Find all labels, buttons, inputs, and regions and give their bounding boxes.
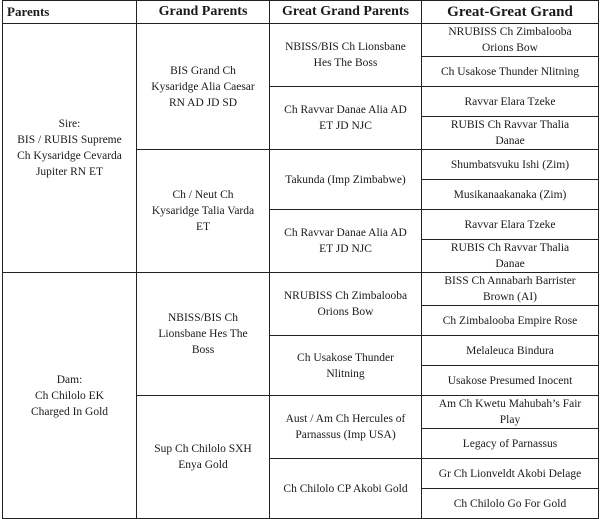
great-great-grand-cell bbox=[422, 459, 599, 489]
pedigree-table bbox=[2, 0, 599, 519]
entry-line: Ch Ravvar Danae Alia AD bbox=[284, 104, 407, 116]
entry-line: Dam: bbox=[56, 373, 83, 386]
entry-line: Nlitning bbox=[326, 367, 365, 380]
entry-line: BISS Ch Annabarh Barrister bbox=[444, 275, 576, 287]
entry-line: Aust / Am Ch Hercules of bbox=[285, 413, 406, 425]
great-grand-parent-cell bbox=[270, 87, 422, 150]
entry-line: Orions Bow bbox=[317, 306, 374, 318]
great-great-grand-cell bbox=[422, 240, 599, 273]
entry-line: Play bbox=[499, 414, 521, 426]
entry-line: RN AD JD SD bbox=[168, 96, 238, 109]
grand-parent-cell bbox=[137, 150, 270, 273]
entry-line: Ravvar Elara Tzeke bbox=[464, 95, 556, 108]
great-great-grand-cell bbox=[422, 489, 599, 519]
entry-line: Melaleuca Bindura bbox=[466, 344, 554, 357]
entry-line: Legacy of Parnassus bbox=[462, 437, 558, 450]
entry-line: NRUBISS Ch Zimbalooba bbox=[448, 26, 572, 38]
entry-line: Ch Ravvar Danae Alia AD bbox=[284, 227, 407, 239]
entry-line: ET bbox=[195, 221, 211, 233]
great-great-grand-cell bbox=[422, 24, 599, 57]
pedigree-row bbox=[3, 24, 599, 57]
entry-line: RUBIS Ch Ravvar Thalia bbox=[450, 242, 570, 254]
great-great-grand-cell bbox=[422, 336, 599, 366]
entry-line: Orions Bow bbox=[482, 42, 538, 54]
entry-line: Brown (AI) bbox=[483, 291, 537, 303]
header-grand-parents: Grand Parents bbox=[137, 1, 270, 24]
entry-line: Enya Gold bbox=[178, 459, 228, 471]
great-great-grand-cell bbox=[422, 210, 599, 240]
entry-line: Ch Chilolo EK bbox=[34, 389, 104, 402]
entry-line: Kysaridge Talia Varda bbox=[151, 205, 255, 217]
great-great-grand-cell bbox=[422, 273, 599, 306]
entry-line: Danae bbox=[495, 135, 525, 147]
entry-line: Sup Ch Chilolo SXH bbox=[154, 443, 252, 455]
great-grand-parent-cell bbox=[270, 336, 422, 396]
entry-line: Musikanaakanaka (Zim) bbox=[453, 188, 567, 201]
great-grand-parent-cell bbox=[270, 150, 422, 210]
entry-line: Ravvar Elara Tzeke bbox=[464, 218, 556, 231]
entry-line: Ch Chilolo CP Akobi Gold bbox=[283, 482, 408, 495]
entry-line: Gr Ch Lionveldt Akobi Delage bbox=[438, 467, 582, 480]
grand-parent-cell bbox=[137, 396, 270, 519]
entry-line: Jupiter RN ET bbox=[35, 166, 104, 178]
great-great-grand-cell bbox=[422, 429, 599, 459]
great-great-grand-cell bbox=[422, 396, 599, 429]
grand-parent-cell bbox=[137, 24, 270, 150]
header-great-great-grand: Great-Great Grand bbox=[422, 1, 599, 24]
header-row bbox=[3, 1, 599, 24]
entry-line: Parnassus (Imp USA) bbox=[295, 429, 396, 441]
entry-line: ET JD NJC bbox=[319, 120, 372, 132]
entry-line: Ch Usakose Thunder Nlitning bbox=[440, 65, 580, 78]
great-great-grand-cell bbox=[422, 87, 599, 117]
entry-line: Am Ch Kwetu Mahubah’s Fair bbox=[438, 398, 582, 410]
great-great-grand-cell bbox=[422, 150, 599, 180]
entry-line: ET JD NJC bbox=[319, 243, 372, 255]
entry-line: Ch / Neut Ch bbox=[172, 189, 234, 201]
entry-line: Boss bbox=[191, 344, 215, 356]
entry-line: Lionsbane Hes The bbox=[158, 328, 248, 340]
great-great-grand-cell bbox=[422, 180, 599, 210]
entry-line: NRUBISS Ch Zimbalooba bbox=[283, 290, 408, 302]
sire-cell bbox=[3, 24, 137, 273]
great-grand-parent-cell bbox=[270, 24, 422, 87]
entry-line: Usakose Presumed Inocent bbox=[447, 374, 573, 387]
entry-line: NBISS/BIS Ch Lionsbane bbox=[285, 41, 406, 53]
entry-line: Ch Chilolo Go For Gold bbox=[453, 497, 567, 510]
dam-cell bbox=[3, 273, 137, 519]
great-grand-parent-cell bbox=[270, 210, 422, 273]
entry-line: Kysaridge Alia Caesar bbox=[151, 80, 255, 93]
great-grand-parent-cell bbox=[270, 273, 422, 336]
entry-line: Sire: bbox=[58, 118, 81, 130]
entry-line: NBISS/BIS Ch bbox=[168, 312, 238, 324]
entry-line: Danae bbox=[495, 258, 525, 270]
entry-line: BIS / RUBIS Supreme bbox=[17, 134, 122, 146]
great-great-grand-cell bbox=[422, 306, 599, 336]
entry-line: Ch Zimbalooba Empire Rose bbox=[442, 314, 578, 327]
great-grand-parent-cell bbox=[270, 459, 422, 519]
entry-line: Hes The Boss bbox=[313, 57, 378, 69]
great-great-grand-cell bbox=[422, 366, 599, 396]
entry-line: Takunda (Imp Zimbabwe) bbox=[285, 173, 406, 186]
grand-parent-cell bbox=[137, 273, 270, 396]
entry-line: Shumbatsvuku Ishi (Zim) bbox=[450, 158, 570, 171]
header-parents: Parents bbox=[3, 1, 137, 24]
entry-line: RUBIS Ch Ravvar Thalia bbox=[450, 119, 570, 131]
great-grand-parent-cell bbox=[270, 396, 422, 459]
entry-line: BIS Grand Ch bbox=[170, 64, 236, 77]
entry-line: Ch Usakose Thunder bbox=[297, 351, 394, 364]
entry-line: Charged In Gold bbox=[30, 405, 109, 418]
great-great-grand-cell bbox=[422, 57, 599, 87]
pedigree-row bbox=[3, 273, 599, 306]
entry-line: Ch Kysaridge Cevarda bbox=[17, 150, 122, 162]
great-great-grand-cell bbox=[422, 117, 599, 150]
header-great-grand-parents: Great Grand Parents bbox=[270, 1, 422, 24]
